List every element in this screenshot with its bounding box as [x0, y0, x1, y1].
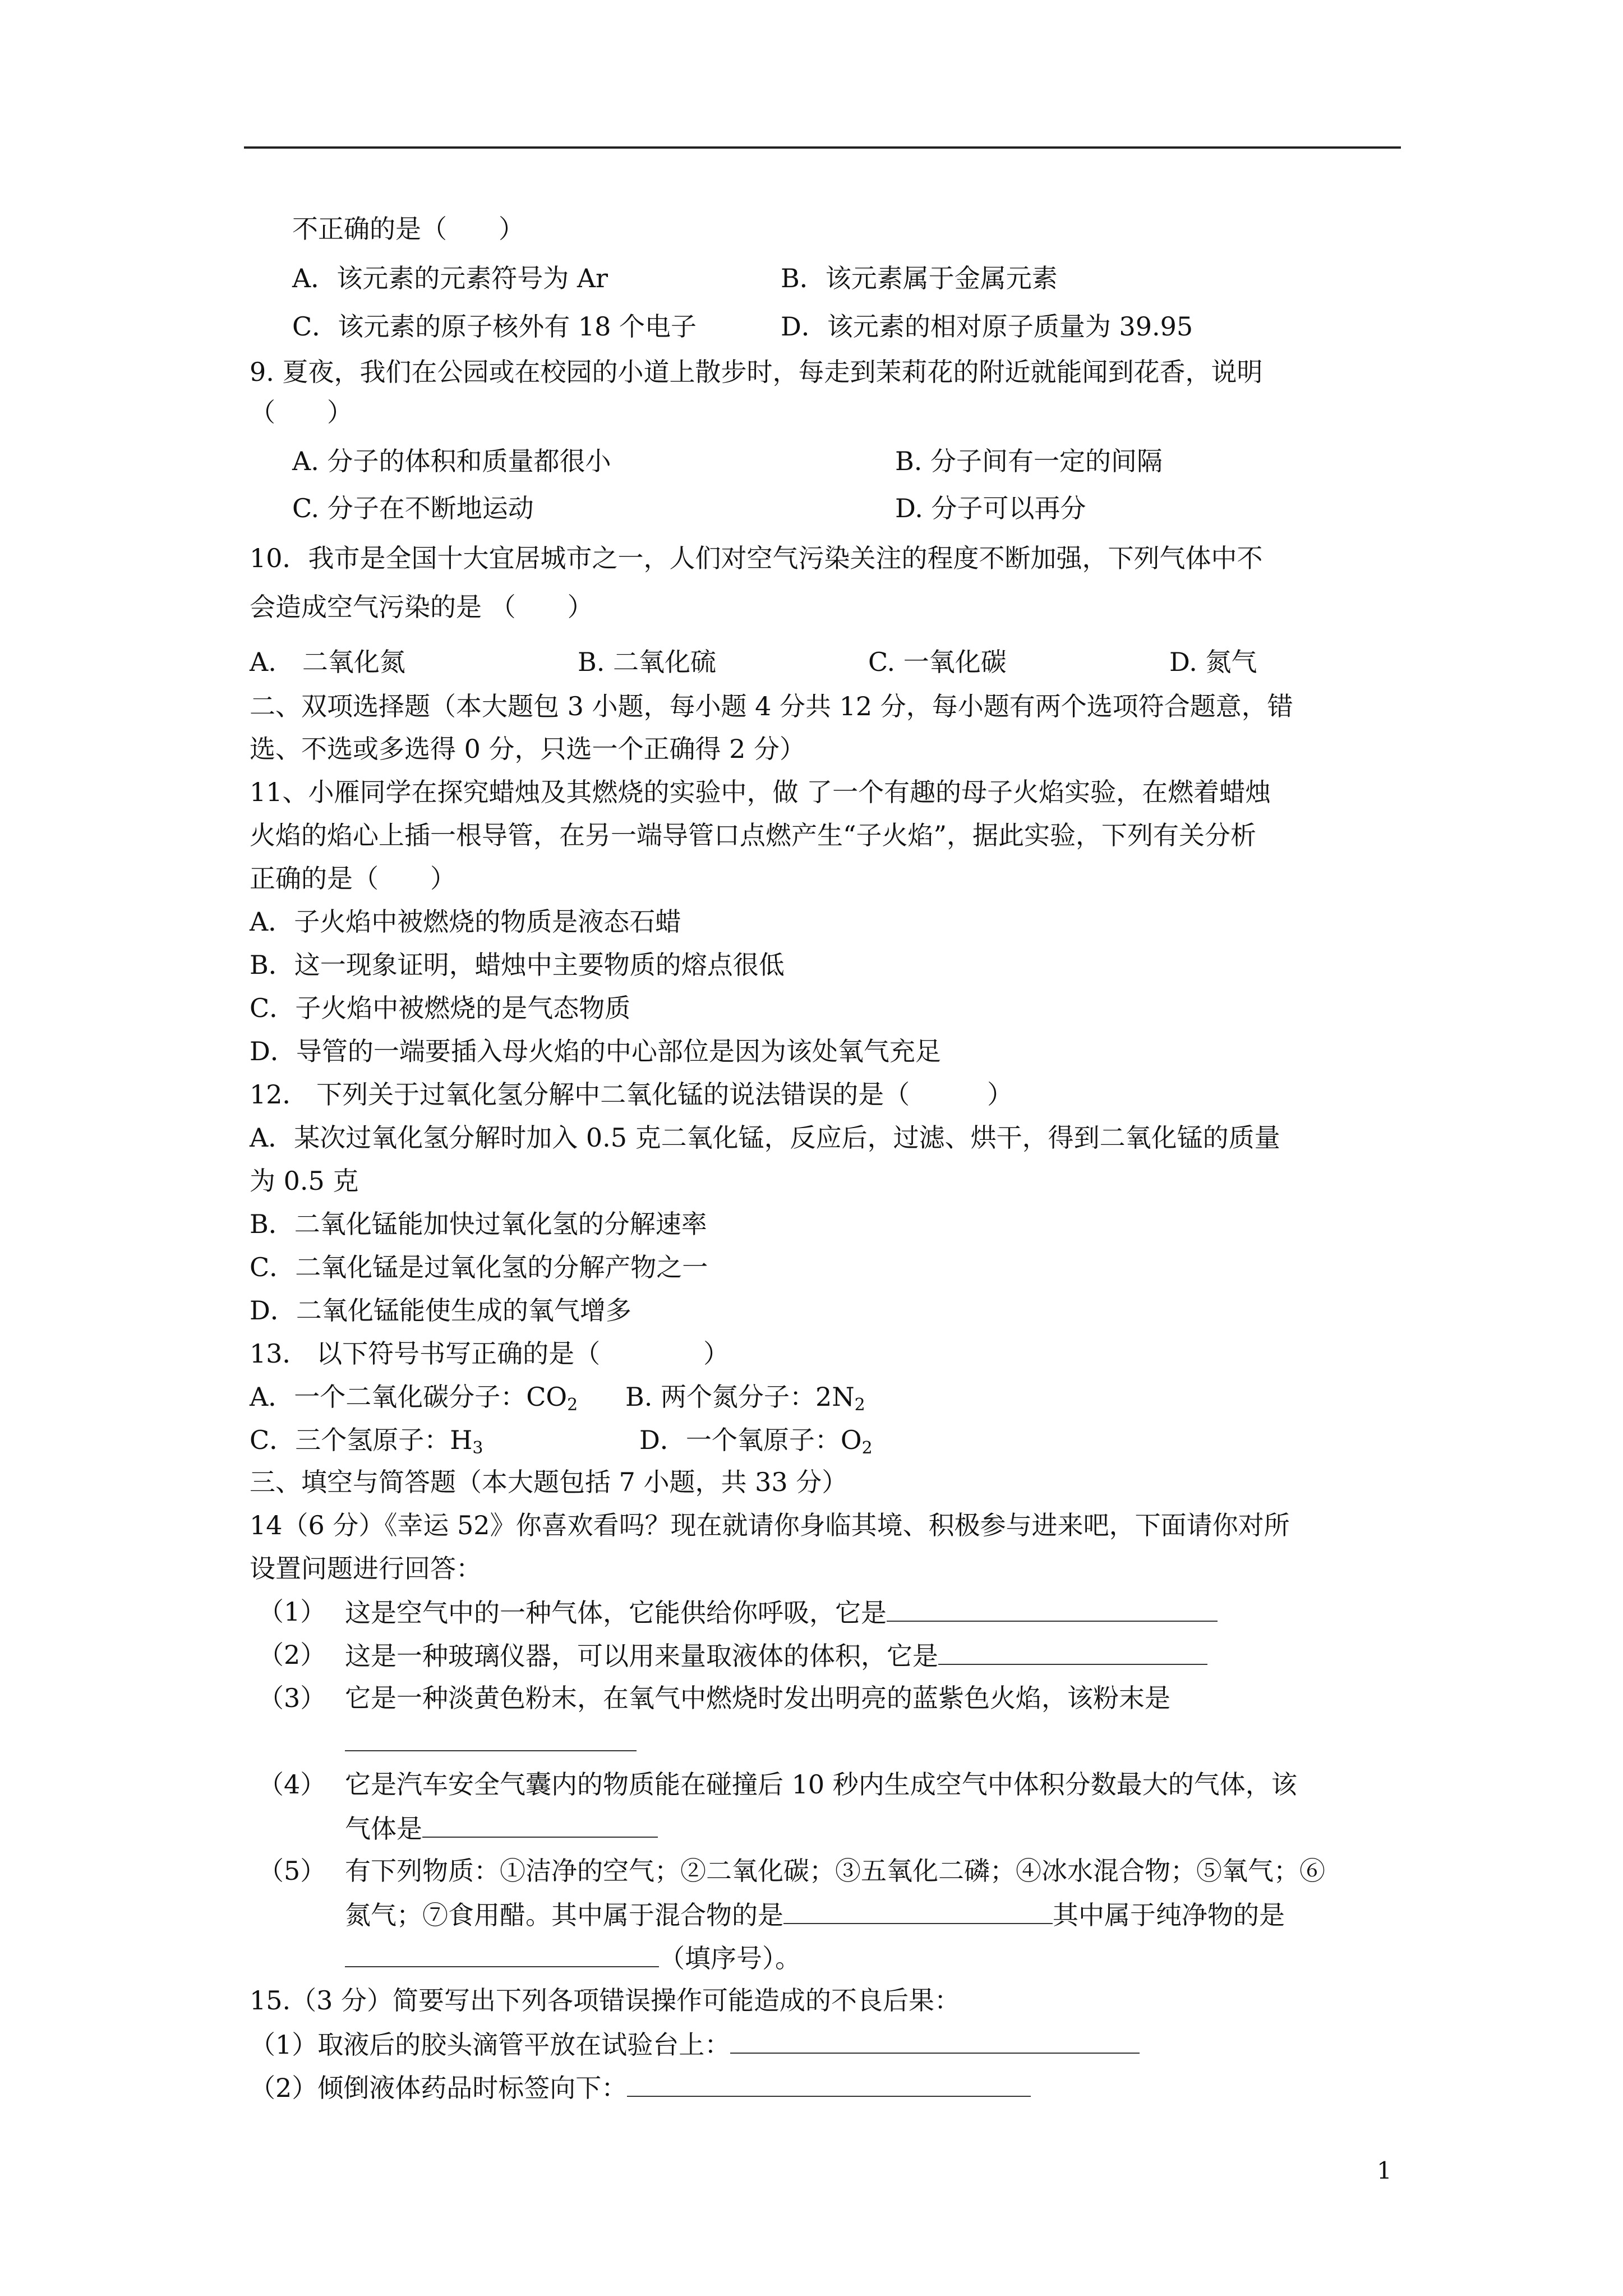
q11-option-b: B．这一现象证明，蜡烛中主要物质的熔点很低 [250, 950, 785, 980]
q15-part1-answer-blank[interactable] [730, 2027, 1140, 2054]
q14-item3-number: （3） [258, 1683, 326, 1713]
q12-option-c: C．二氧化锰是过氧化氢的分解产物之一 [250, 1252, 708, 1282]
q11-stem-line3: 正确的是（ ） [250, 863, 456, 894]
q14-item3: 它是一种淡黄色粉末，在氧气中燃烧时发出明亮的蓝紫色火焰，该粉末是 [345, 1683, 1170, 1713]
q14-item3-answer-blank[interactable] [345, 1724, 637, 1751]
q10-stem-line2: 会造成空气污染的是 （ ） [250, 592, 593, 622]
q12-option-a-line1: A．某次过氧化氢分解时加入 0.5 克二氧化锰，反应后，过滤、烘干，得到二氧化锰的质量 [250, 1122, 1280, 1153]
q15-part1: （1）取液后的胶头滴管平放在试验台上： [250, 2027, 1140, 2060]
q10-option-a: A. 二氧化氮 [250, 647, 405, 677]
q9-stem-line1: 9. 夏夜，我们在公园或在校园的小道上散步时，每走到茉莉花的附近就能闻到花香，说明 [250, 357, 1263, 387]
q10-stem-line1: 10．我市是全国十大宜居城市之一，人们对空气污染关注的程度不断加强，下列气体中不 [250, 543, 1263, 573]
q12-option-d: D．二氧化锰能使生成的氧气增多 [250, 1295, 631, 1326]
q13-option-b: B. 两个氮分子：$2N_2$ [625, 1382, 865, 1415]
q14-item4-number: （4） [258, 1769, 326, 1800]
q8-option-a: A．该元素的元素符号为 Ar [292, 263, 608, 293]
q13-option-a: A．一个二氧化碳分子：$CO_2$ [250, 1382, 578, 1415]
q9-option-a: A. 分子的体积和质量都很小 [292, 446, 611, 476]
q8-option-d: D．该元素的相对原子质量为 39.95 [781, 311, 1193, 342]
q14-item5-line1: 有下列物质：①洁净的空气；②二氧化碳；③五氧化二磷；④冰水混合物；⑤氧气；⑥ [345, 1856, 1325, 1886]
q14-item2-number: （2） [258, 1640, 326, 1670]
q9-stem-line2: （ ） [250, 397, 353, 427]
q10-option-b: B. 二氧化硫 [578, 647, 717, 677]
q14-item2-answer-blank[interactable] [938, 1638, 1207, 1665]
section2-heading-line1: 二、双项选择题（本大题包 3 小题，每小题 4 分共 12 分，每小题有两个选项符合题意，错 [250, 691, 1293, 721]
page-number: 1 [1377, 2157, 1392, 2184]
header-rule [244, 146, 1401, 149]
q11-option-a: A．子火焰中被燃烧的物质是液态石蜡 [250, 907, 681, 937]
q9-option-c: C. 分子在不断地运动 [292, 493, 534, 523]
q11-stem-line1: 11、小雁同学在探究蜡烛及其燃烧的实验中，做 了一个有趣的母子火焰实验，在燃着蜡烛 [250, 777, 1271, 807]
q14-item5-number: （5） [258, 1856, 326, 1886]
q15-part2: （2）倾倒液体药品时标签向下： [250, 2070, 1031, 2104]
q14-item5-mixture-blank[interactable] [783, 1897, 1053, 1924]
q15-part2-answer-blank[interactable] [627, 2070, 1031, 2097]
q14-item2: 这是一种玻璃仪器，可以用来量取液体的体积，它是 [345, 1638, 1207, 1672]
q14-stem-line2: 设置问题进行回答： [250, 1553, 482, 1584]
q14-item4-line2: 气体是 [345, 1811, 658, 1844]
q13-stem: 13． 以下符号书写正确的是（ ） [250, 1338, 730, 1369]
q11-option-c: C．子火焰中被燃烧的是气态物质 [250, 993, 631, 1023]
q14-stem-line1: 14（6 分）《幸运 52》你喜欢看吗？现在就请你身临其境、积极参与进来吧，下面请你对所 [250, 1510, 1290, 1540]
q14-item1-answer-blank[interactable] [887, 1595, 1218, 1622]
q9-option-d: D. 分子可以再分 [895, 493, 1086, 523]
q14-item4-answer-blank[interactable] [422, 1811, 658, 1838]
q10-option-d: D. 氮气 [1169, 647, 1257, 677]
q15-stem: 15.（3 分）简要写出下列各项错误操作可能造成的不良后果： [250, 1985, 961, 2016]
section3-heading: 三、填空与简答题（本大题包括 7 小题，共 33 分） [250, 1467, 848, 1497]
q14-item5-line2: 氮气；⑦食用醋。其中属于混合物的是 其中属于纯净物的是 [345, 1897, 1285, 1931]
q10-option-c: C. 一氧化碳 [868, 647, 1007, 677]
q14-item5-line3: （填序号）。 [345, 1940, 801, 1974]
q14-item5-pure-blank[interactable] [345, 1940, 659, 1967]
q8-option-c: C．该元素的原子核外有 18 个电子 [292, 311, 697, 342]
q12-option-b: B．二氧化锰能加快过氧化氢的分解速率 [250, 1209, 707, 1239]
q14-item1: 这是空气中的一种气体，它能供给你呼吸，它是 [345, 1595, 1218, 1628]
q14-item1-number: （1） [258, 1596, 326, 1627]
q9-option-b: B. 分子间有一定的间隔 [895, 446, 1163, 476]
q12-option-a-line2: 为 0.5 克 [250, 1166, 359, 1196]
q11-stem-line2: 火焰的焰心上插一根导管，在另一端导管口点燃产生“子火焰”，据此实验，下列有关分析 [250, 820, 1257, 850]
q8-option-b: B．该元素属于金属元素 [781, 263, 1058, 293]
section2-heading-line2: 选、不选或多选得 0 分，只选一个正确得 2 分） [250, 734, 806, 764]
q14-item3-answer-line [345, 1724, 637, 1758]
q13-option-c: C．三个氢原子：$H_3$ [250, 1425, 483, 1458]
q14-item4-line1: 它是汽车安全气囊内的物质能在碰撞后 10 秒内生成空气中体积分数最大的气体，该 [345, 1769, 1297, 1800]
q13-option-d: D．一个氧原子：$O_2$ [639, 1425, 873, 1458]
q12-stem: 12． 下列关于过氧化氢分解中二氧化锰的说法错误的是（ ） [250, 1079, 1013, 1110]
q8-stem: 不正确的是（ ） [292, 214, 524, 244]
q11-option-d: D．导管的一端要插入母火焰的中心部位是因为该处氧气充足 [250, 1036, 941, 1066]
